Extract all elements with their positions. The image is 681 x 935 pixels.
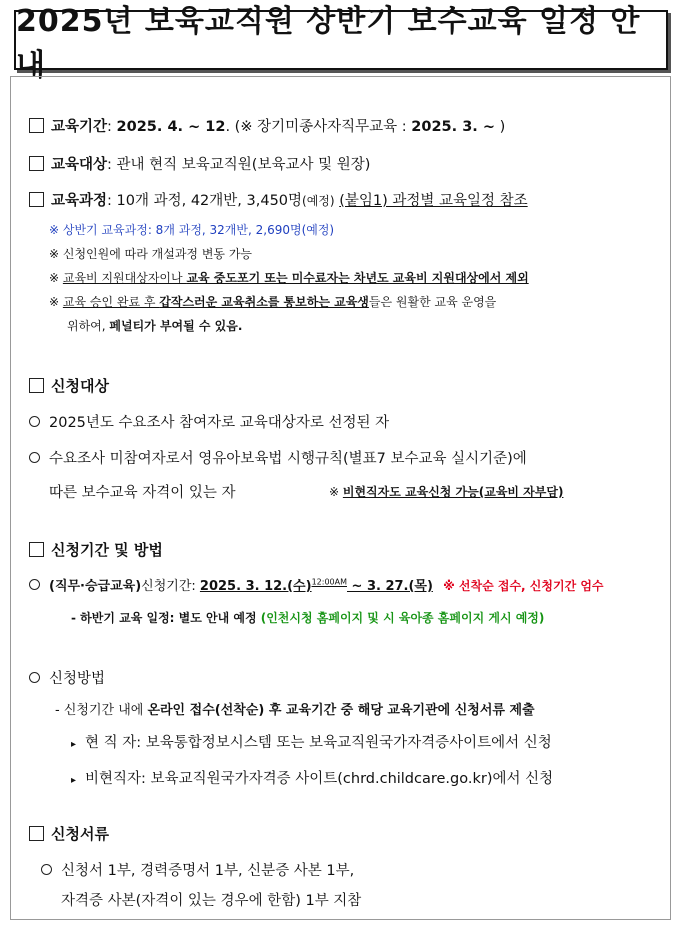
method-way-line: - 신청기간 내에 온라인 접수(선착순) 후 교육기간 중 해당 교육기관에 신청서류 제출 [55, 703, 535, 718]
checkbox-square-icon [29, 378, 44, 393]
checkbox-square-icon [29, 156, 44, 171]
period-end: ) [495, 119, 506, 135]
applicants-item-1: 2025년도 수요조사 참여자로 교육대상자로 선정된 자 [29, 411, 389, 432]
title-box [14, 4, 668, 83]
target-row [29, 153, 370, 174]
period-label: 교육기간 [51, 119, 108, 135]
note-penalty: ※ 교육 승인 완료 후 갑작스러운 교육취소를 통보하는 교육생들은 원활한 교육 운영을 [49, 295, 497, 309]
checkbox-square-icon [29, 118, 44, 133]
checkbox-square-icon [29, 826, 44, 841]
second-half-note: - 하반기 교육 일정: 별도 안내 예정 (인천시청 홈페이지 및 시 육아종 홈페이지 게시 예정) [71, 611, 545, 625]
target-label: 교육대상 [51, 157, 108, 173]
circle-bullet-icon [29, 579, 40, 590]
course-row [29, 189, 528, 210]
course-reference: (붙임1) 과정별 교육일정 참조 [339, 193, 528, 209]
circle-bullet-icon [29, 452, 40, 463]
circle-bullet-icon [29, 416, 40, 427]
target-value: : 관내 현직 보육교직원(보육교사 및 원장) [107, 157, 371, 173]
checkbox-square-icon [29, 192, 44, 207]
circle-bullet-icon [41, 864, 52, 875]
period-row: 교육기간: 2025. 4. ~ 12. (※ 장기미종사자직무교육 : 2025. 3. ~ ) [29, 115, 505, 136]
docs-heading: 신청서류 [29, 823, 109, 844]
method-way-item-1: ▸ 현 직 자: 보육통합정보시스템 또는 보육교직원국가자격증사이트에서 신청 [71, 735, 552, 751]
method-period-row: (직무·승급교육)신청기간: 2025. 3. 12.(수)$^{12:00AM}$ ~ 3. 27.(목) ※ 선착순 접수, 신청기간 엄수 [29, 575, 604, 594]
method-heading: 신청기간 및 방법 [29, 539, 163, 560]
note-first-half: ※ 상반기 교육과정: 8개 과정, 32개반, 2,690명(예정) [49, 223, 335, 237]
method-way-item-2: ▸ 비현직자: 보육교직원국가자격증 사이트(chrd.childcare.go.kr)에서 신청 [71, 771, 554, 787]
notice-body [10, 76, 671, 920]
page-title: 2025년 보육교직원 상반기 보수교육 일정 안내 [16, 4, 641, 83]
period-value: 2025. 4. ~ 12 [116, 119, 226, 135]
note-penalty-line2: 위하여, 페널티가 부여될 수 있음. [67, 319, 243, 333]
course-label: 교육과정 [51, 193, 108, 209]
period-long-term: 2025. 3. ~ [411, 119, 495, 135]
note-variation: ※ 신청인원에 따라 개설과정 변동 가능 [49, 247, 253, 261]
docs-line-2: 자격증 사본(자격이 있는 경우에 한함) 1부 지참 [61, 893, 362, 909]
applicants-heading: 신청대상 [29, 375, 109, 396]
triangle-bullet-icon: ▸ [71, 739, 77, 750]
docs-line-1: 신청서 1부, 경력증명서 1부, 신분증 사본 1부, [41, 859, 354, 880]
applicants-item-2: 수요조사 미참여자로서 영유아보육법 시행규칙(별표7 보수교육 실시기준)에 [29, 447, 527, 468]
course-note: (예정) [302, 194, 335, 208]
checkbox-square-icon [29, 542, 44, 557]
applicants-note: ※ 비현직자도 교육신청 가능(교육비 자부담) [329, 485, 564, 499]
circle-bullet-icon [29, 672, 40, 683]
course-value: : 10개 과정, 42개반, 3,450명 [107, 193, 303, 209]
note-exclusion: ※ 교육비 지원대상자이나 교육 중도포기 또는 미수료자는 차년도 교육비 지원대상에서 제외 [49, 271, 529, 285]
triangle-bullet-icon: ▸ [71, 775, 77, 786]
applicants-item-2-line2: 따른 보수교육 자격이 있는 자 [49, 485, 236, 501]
method-way-heading: 신청방법 [29, 667, 105, 688]
period-rest: . (※ 장기미종사자직무교육 : [225, 119, 412, 135]
